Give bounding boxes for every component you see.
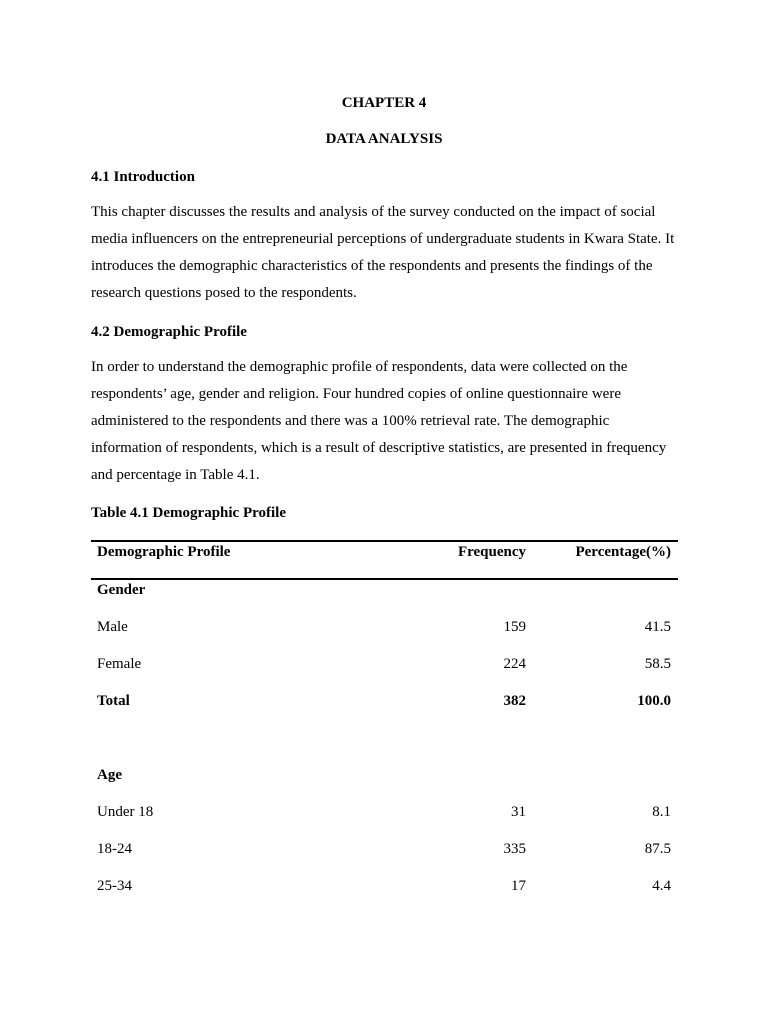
row-percentage: 41.5 — [644, 619, 671, 635]
group-label-age — [91, 765, 678, 785]
row-label: 25-34 — [97, 878, 132, 894]
table-row — [91, 802, 678, 822]
table-total-row — [91, 691, 678, 711]
section-heading-demographic-profile: 4.2 Demographic Profile — [91, 324, 247, 340]
row-frequency: 224 — [503, 656, 526, 672]
group-label-gender — [91, 580, 678, 600]
total-frequency: 382 — [503, 693, 526, 709]
chapter-title: DATA ANALYSIS — [325, 131, 443, 147]
row-percentage: 4.4 — [652, 878, 671, 894]
table-row — [91, 839, 678, 859]
total-label: Total — [97, 693, 130, 709]
table-caption: Table 4.1 Demographic Profile — [91, 505, 286, 521]
demographic-paragraph: In order to understand the demographic profile of respondents, data were collected on the respondents’ age, gender and religion. Four hundred copies of online questionnaire were administered to the respondents and there was a 100% retrieval rate. The demographic information of respondents, which is a result of descriptive statistics, are presented in frequency and percentage in Table 4.1. — [91, 359, 667, 483]
row-label: 18-24 — [97, 841, 132, 857]
introduction-paragraph: This chapter discusses the results and analysis of the survey conducted on the impact of social media influencers on the entrepreneurial perceptions of undergraduate students in Kwara State. It introduces the demographic characteristics of the respondents and presents the findings of the research questions posed to the respondents. — [91, 204, 675, 301]
row-label: Under 18 — [97, 804, 154, 820]
table-header-row — [91, 542, 678, 562]
table-row — [91, 654, 678, 674]
row-frequency: 31 — [511, 804, 526, 820]
header-percentage: Percentage(%) — [575, 544, 671, 560]
section-heading-introduction: 4.1 Introduction — [91, 169, 195, 185]
chapter-number: CHAPTER 4 — [341, 95, 427, 111]
table-row — [91, 617, 678, 637]
row-label: Male — [97, 619, 128, 635]
row-percentage: 58.5 — [644, 656, 671, 672]
header-frequency: Frequency — [457, 544, 526, 560]
row-percentage: 87.5 — [644, 841, 671, 857]
row-percentage: 8.1 — [652, 804, 671, 820]
header-demographic-profile: Demographic Profile — [97, 544, 231, 560]
total-percentage: 100.0 — [637, 693, 671, 709]
row-frequency: 17 — [511, 878, 526, 894]
row-label: Female — [97, 656, 142, 672]
group-label: Age — [97, 767, 122, 783]
row-frequency: 159 — [503, 619, 526, 635]
group-label: Gender — [97, 582, 146, 598]
row-frequency: 335 — [503, 841, 526, 857]
table-row — [91, 876, 678, 896]
